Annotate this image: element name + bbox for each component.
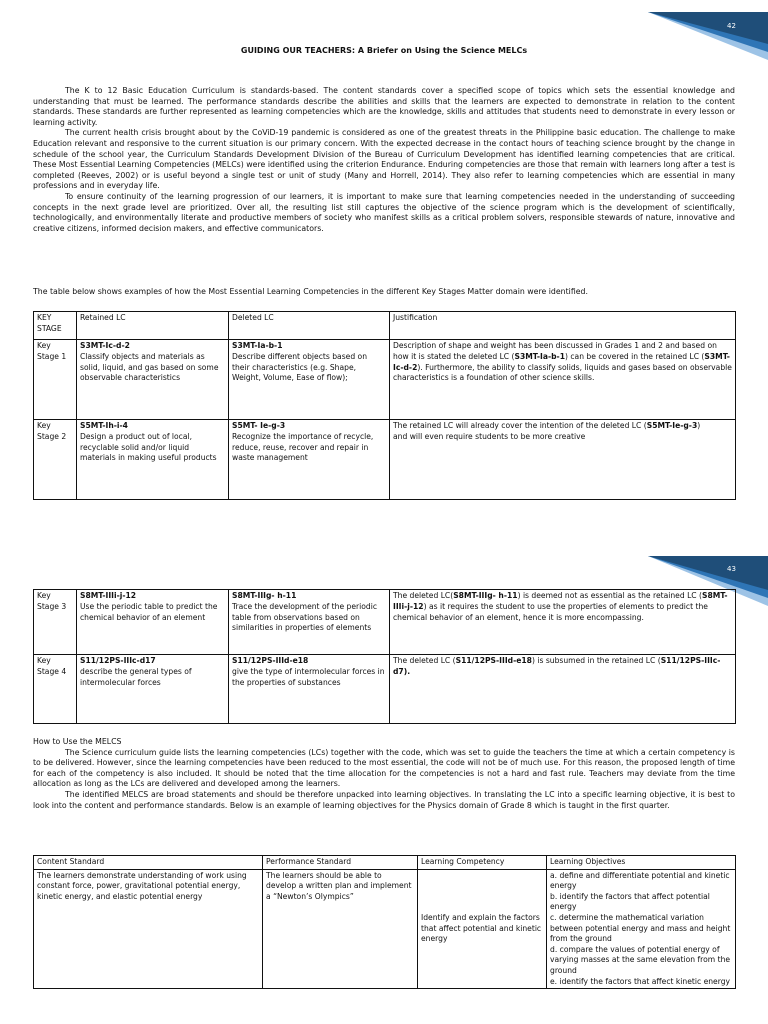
text: and will even require students to be more creative	[393, 431, 586, 441]
paragraph: The identified MELCS are broad statements and should be therefore unpacked into learning objectives. In translating the LC into a specific learning objective, it is best to look into the content and performance standards. Below is an example of learning objectives for the Physics domain of Grade 8 which is taught in the first quarter.	[33, 789, 735, 810]
objective-item: c. determine the mathematical variation between potential energy and mass and height from the ground	[550, 912, 731, 944]
table-header-row	[34, 856, 736, 870]
paragraph: The Science curriculum guide lists the learning competencies (LCs) together with the code, which was set to guide the teachers the time at which a certain competency is to be delivered. However, since the learning competencies have been reduced to the most essential, the code will not be of much use. For this reason, the proposed length of time for each of the competency is also included. It should be noted that the time allocation for the competencies is not a hard and fast rule. Teachers may deviate from the time allocation as long as the LCs are delivered and developed among the learners.	[33, 747, 735, 789]
deleted-lc-cell	[229, 340, 390, 420]
lc-code: S8MT-IIIg- h-11	[453, 591, 518, 600]
lc-text: describe the general types of intermolecular forces	[80, 666, 192, 687]
column-header: Learning Objectives	[547, 856, 736, 870]
content-standard-cell: The learners demonstrate understanding of work using constant force, power, gravitational potential energy, kinetic energy, and elastic potential energy	[34, 869, 263, 989]
page-number: 42	[727, 22, 736, 30]
objective-item: d. compare the values of potential energy of varying masses at the same elevation from the ground	[550, 944, 731, 975]
page-number: 43	[727, 565, 736, 573]
column-header: Retained LC	[77, 312, 229, 340]
deleted-lc-cell	[229, 655, 390, 724]
justification-cell	[390, 590, 736, 655]
table-intro: The table below shows examples of how the Most Essential Learning Competencies in the different Key Stages Matter domain were identified.	[33, 287, 588, 296]
table-header-row	[34, 312, 736, 340]
column-header: Justification	[390, 312, 736, 340]
table-row	[34, 655, 736, 724]
column-header: Content Standard	[34, 856, 263, 870]
paragraph: To ensure continuity of the learning progression of our learners, it is important to make sure that learning competencies needed in the understanding of succeeding concepts in the next grade level are prioritized. Over all, the resulting list still captures the objective of the science program which is the development of scientifically, technologically, and environmentally literate and productive members of society who manifest skills as a critical problem solvers, responsible stewards of nature, innovative and creative citizens, informed decision makers, and effective communicators.	[33, 191, 735, 233]
key-stage-cell: Key Stage 4	[34, 655, 77, 724]
lc-code: S5MT-Ie-g-3	[646, 421, 698, 430]
lc-text: Design a product out of local, recyclable solid and/or liquid materials in making useful products	[80, 431, 217, 463]
paragraph: The K to 12 Basic Education Curriculum is standards-based. The content standards cover a specified scope of topics which sets the essential knowledge and understanding that must be learned. The performance standards describe the abilities and skills that the learners are expected to demonstrate in relation to the content standards. These standards are further represented as learning competencies which are the knowledge, skills and attitudes that students need to demonstrate in every lesson or learning activity.	[33, 86, 735, 127]
lc-text: give the type of intermolecular forces in the properties of substances	[232, 666, 385, 687]
how-to-section	[33, 737, 735, 811]
retained-lc-cell	[77, 590, 229, 655]
learning-competency-cell: Identify and explain the factors that affect potential and kinetic energy	[418, 869, 547, 989]
paragraph: The current health crisis brought about by the CoViD-19 pandemic is considered as one of the greatest threats in the Philippine basic education. The challenge to make Education relevant and responsive to the current situation is our primary concern. With the expected decrease in the contact hours of teaching science brought by the change in schedule of the school year, the Curriculum Standards Development Division of the Bureau of Curriculum Development has identified learning competencies that are critical. These Most Essential Learning Competencies (MELCs) were identified using the criterion Endurance. Enduring competencies are those that remain with learners long after a test is completed (Reeves, 2002) or is useful beyond a single test or unit of study (Many and Horrell, 2014). They also refer to learning competencies which are essential in many professions and in everyday life.	[33, 128, 735, 191]
text: The retained LC will already cover the intention of the deleted LC (	[393, 421, 647, 430]
text: ) is deemed not as essential as the retained LC (	[517, 591, 702, 600]
lc-code: S8MT-IIIg- h-11	[232, 591, 297, 600]
deleted-lc-cell	[229, 590, 390, 655]
text: ). Furthermore, the ability to classify solids, liquids and gases based on observable characteristics is a foundation of other science skills.	[393, 362, 732, 383]
lc-code: S11/12PS-IIIc-d7).	[393, 656, 721, 676]
key-stage-cell: Key Stage 1	[34, 340, 77, 420]
lc-code: S11/12PS-IIIc-d17	[80, 656, 156, 665]
lc-text: Recognize the importance of recycle, reduce, reuse, recover and repair in waste management	[232, 431, 374, 463]
lc-code: S3MT-Ia-b-1	[232, 341, 283, 350]
retained-lc-cell	[77, 340, 229, 420]
lc-text: Use the periodic table to predict the chemical behavior of an element	[80, 601, 218, 622]
table-row	[34, 590, 736, 655]
lc-code: S11/12PS-IIId-e18	[232, 656, 309, 665]
objective-item: a. define and differentiate potential and kinetic energy	[550, 870, 730, 891]
learning-objectives-cell	[547, 869, 736, 989]
lc-code: S5MT-Ih-i-4	[80, 421, 128, 430]
column-header: KEY STAGE	[34, 312, 77, 340]
text: The deleted LC(	[393, 591, 454, 600]
key-stage-cell: Key Stage 3	[34, 590, 77, 655]
column-header: Learning Competency	[418, 856, 547, 870]
lc-text: Classify objects and materials as solid, liquid, and gas based on some observable characteristics	[80, 351, 219, 383]
text: The deleted LC (	[393, 656, 456, 665]
table-row	[34, 420, 736, 500]
melc-table-continued	[33, 589, 736, 724]
page-title: GUIDING OUR TEACHERS: A Briefer on Using the Science MELCs	[240, 46, 528, 55]
column-header: Performance Standard	[263, 856, 418, 870]
lc-code: S11/12PS-IIId-e18	[455, 656, 532, 665]
retained-lc-cell	[77, 420, 229, 500]
table-row	[34, 340, 736, 420]
objective-item: e. identify the factors that affect kinetic energy	[550, 976, 731, 986]
text: ) is subsumed in the retained LC (	[531, 656, 661, 665]
melc-table	[33, 311, 736, 500]
justification-cell	[390, 420, 736, 500]
text: ) as it requires the student to use the properties of elements to predict the chemical behavior of an element, hence it is more encompassing.	[393, 601, 708, 622]
justification-cell	[390, 655, 736, 724]
retained-lc-cell	[77, 655, 229, 724]
column-header: Deleted LC	[229, 312, 390, 340]
justification-cell	[390, 340, 736, 420]
key-stage-cell: Key Stage 2	[34, 420, 77, 500]
section-title: How to Use the MELCS	[33, 737, 122, 746]
lc-code: S8MT-IIIi-j-12	[80, 591, 137, 600]
lc-code: S3MT-Ic-d-2	[393, 351, 730, 372]
body-text	[33, 86, 735, 234]
lc-code: S3MT-Ia-b-1	[514, 351, 565, 361]
lc-text: Describe different objects based on their characteristics (e.g. Shape, Weight, Volume, Ease of flow);	[232, 351, 368, 383]
performance-standard-cell: The learners should be able to develop a written plan and implement a “Newton’s Olympics”	[263, 869, 418, 989]
lc-text: Trace the development of the periodic table from observations based on similarities in properties of elements	[232, 601, 378, 633]
text: )	[697, 421, 701, 430]
deleted-lc-cell	[229, 420, 390, 500]
objective-item: b. identify the factors that affect potential energy	[550, 891, 710, 912]
lc-code: S5MT- Ie-g-3	[232, 421, 286, 430]
text: Description of shape and weight has been discussed in Grades 1 and 2 and based on how it is stated the deleted LC (	[393, 341, 717, 361]
lc-code: S8MT-IIIi-j-12	[393, 591, 728, 611]
physics-objectives-table	[33, 855, 736, 989]
text: ) can be covered in the retained LC (	[564, 351, 705, 361]
lc-code: S3MT-Ic-d-2	[80, 341, 130, 350]
page-gap	[0, 530, 768, 556]
table-row	[34, 869, 736, 989]
